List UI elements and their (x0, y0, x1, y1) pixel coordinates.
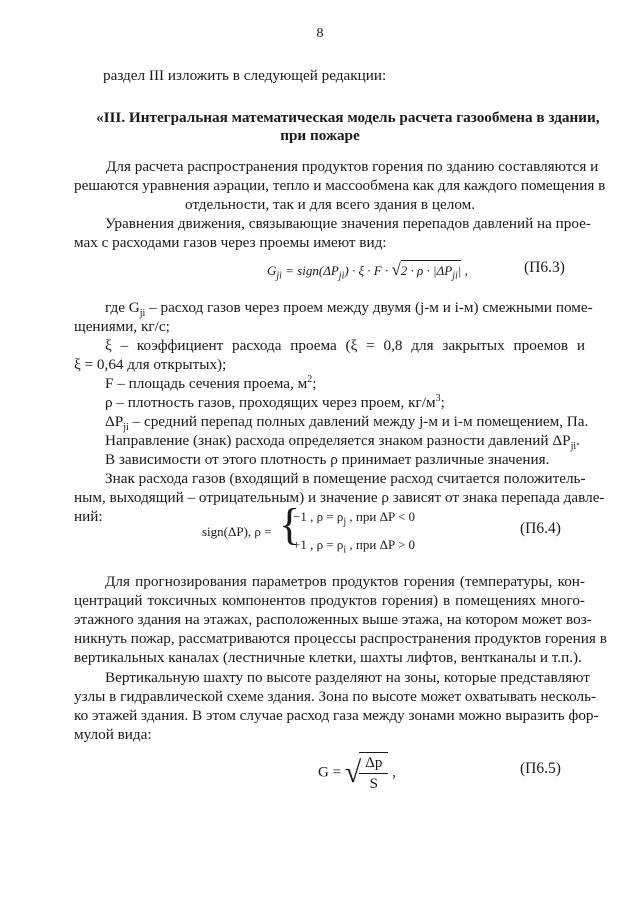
eq1-radicand (401, 260, 462, 281)
def-direction (105, 431, 580, 451)
paragraph-5-line-3: ко этажей здания. В этом случае расход газа между зонами можно выразить фор- (74, 707, 599, 724)
def-f-text: F – площадь сечения проема, м (105, 375, 308, 392)
eq1-comma: , (464, 263, 468, 278)
paragraph-4-line-4: никнуть пожар, рассматриваются процессы распространения продуктов горения в (74, 630, 607, 647)
def-dir-text: Направление (знак) расхода определяется знаком разности давлений ΔP (105, 432, 571, 449)
def-g-start: где G (105, 299, 140, 316)
paragraph-3-line-1: Знак расхода газов (входящий в помещение расход считается положитель- (105, 470, 586, 487)
def-dp-text: ΔP (105, 413, 124, 430)
eq3-denominator: S (369, 776, 379, 792)
paragraph-1-line-2: решаются уравнения аэрации, тепло и массообмена как для каждого помещения в (74, 177, 606, 194)
paragraph-3-line-3: ний: (74, 508, 103, 525)
equation-label-p6-4: (П6.4) (520, 520, 561, 537)
paragraph-2-line-1: Уравнения движения, связывающие значения перепадов давлений на прое- (105, 215, 591, 232)
paragraph-1-line-3: отдельности, так и для всего здания в целом. (184, 196, 476, 213)
section-heading-line-1: «III. Интегральная математическая модель расчета газообмена в здании, (96, 109, 600, 126)
def-dir-sub: ji (570, 441, 577, 453)
curly-brace-icon: { (279, 500, 301, 549)
def-dp-sub: ji (123, 422, 129, 434)
equation-label-p6-5: (П6.5) (520, 760, 561, 777)
equation-label-p6-3: (П6.3) (524, 259, 565, 276)
paragraph-3-line-2: ным, выходящий – отрицательным) и значение ρ зависят от знака перепада давле- (74, 489, 605, 506)
eq1-root-a-sub: ji (452, 270, 458, 282)
eq3-fraction (359, 752, 388, 794)
def-rho-text: ρ – плотность газов, проходящих через проем, кг/м (105, 394, 436, 411)
def-dp (105, 412, 588, 432)
eq3-numerator: Δp (359, 753, 388, 774)
equation-p6-3 (267, 260, 468, 281)
eq1-rhs-a: = sign(ΔP (285, 263, 339, 278)
section-heading-line-2: при пожаре (280, 127, 360, 144)
eq2-case-2 (293, 535, 415, 555)
eq2-case-2-text: +1 , ρ = ρ (293, 537, 344, 552)
page-number: 8 (316, 26, 324, 41)
def-f-sup: 2 (307, 373, 313, 385)
eq3-comma: , (392, 764, 396, 781)
def-dir-end: . (576, 432, 580, 449)
eq1-lhs-sub: ji (276, 270, 282, 282)
eq3-lhs: G = (318, 764, 342, 781)
equation-p6-5 (318, 752, 396, 794)
def-g-sub: ji (139, 308, 146, 320)
def-xi-line-1: ξ – коэффициент расхода проема (ξ = 0,8 для закрытых проемов и (105, 337, 585, 354)
eq2-case-2-sub: i (343, 544, 347, 556)
paragraph-4-line-2: центраций токсичных компонентов продуктов горения) в помещениях много- (74, 592, 585, 609)
def-f (105, 374, 316, 394)
eq1-rhs-a-sub: ji (338, 270, 345, 282)
eq1-rhs-b: ) · ξ · F · (344, 263, 389, 278)
def-g-line-1 (105, 298, 593, 320)
sqrt-sign-icon: √ (391, 260, 401, 279)
sqrt-sign-icon: √ (344, 756, 362, 789)
paragraph-5-line-4: мулой вида: (74, 726, 152, 743)
def-g-line-2: щениями, кг/с; (74, 318, 170, 335)
paragraph-5-line-2: узлы в гидравлической схеме здания. Зона по высоте может охватывать несколь- (74, 688, 597, 705)
eq2-case-1-cond: , при ΔP < 0 (346, 509, 416, 524)
paragraph-4-line-5: вертикальных каналах (лестничные клетки, шахты лифтов, вентканалы и т.п.). (74, 649, 582, 666)
eq2-case-1-text: −1 , ρ = ρ (293, 509, 344, 524)
paragraph-4-line-1: Для прогнозирования параметров продуктов горения (температуры, кон- (105, 573, 585, 590)
paragraph-2-line-2: мах с расходами газов через проемы имеют вид: (74, 234, 387, 251)
def-rho-sup: 3 (435, 392, 441, 404)
eq1-root-b: | (457, 263, 462, 278)
eq2-case-2-cond: , при ΔP > 0 (346, 537, 416, 552)
def-xi-line-2: ξ = 0,64 для открытых); (74, 356, 227, 373)
def-dp-rest: – средний перепад полных давлений между j-м и i-м помещением, Па. (128, 413, 589, 430)
eq2-case-1-sub: j (343, 516, 347, 528)
def-f-end: ; (312, 375, 317, 392)
intro-line: раздел III изложить в следующей редакции: (103, 67, 387, 84)
eq1-lhs: G (267, 263, 277, 278)
def-rho (105, 393, 445, 413)
def-dependence: В зависимости от этого плотность ρ принимает различные значения. (105, 451, 550, 468)
eq2-case-1 (293, 507, 415, 527)
eq2-lhs: sign(ΔP), ρ = (202, 524, 272, 539)
def-rho-end: ; (440, 394, 445, 411)
def-g-rest: – расход газов через проем между двумя (j-м и i-м) смежными поме- (145, 299, 593, 316)
eq1-root-a: 2 · ρ · |ΔP (400, 263, 453, 278)
paragraph-4-line-3: этажного здания на этажах, расположенных выше этажа, на котором может воз- (74, 611, 592, 628)
paragraph-1-line-1: Для расчета распространения продуктов горения по зданию составляются и (106, 158, 599, 175)
paragraph-5-line-1: Вертикальную шахту по высоте разделяют на зоны, которые представляют (105, 669, 590, 686)
